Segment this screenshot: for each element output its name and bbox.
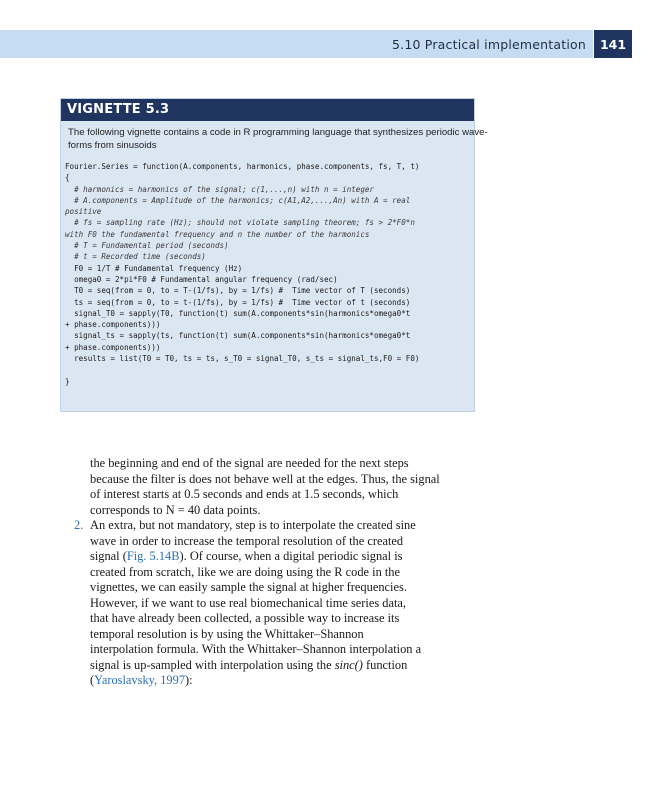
body-text — [74, 456, 466, 689]
figure-reference-link[interactable]: Fig. 5.14B — [126, 549, 180, 563]
page-number: 141 — [594, 30, 632, 58]
citation-link[interactable]: Yaroslavsky, 1997 — [94, 673, 186, 687]
vignette-title: VIGNETTE 5.3 — [61, 99, 474, 121]
text-line: interpolation formula. With the Whittaker–Shannon interpolation a — [90, 642, 422, 656]
list-item-2 — [74, 518, 466, 689]
code-line: positive — [65, 207, 102, 217]
text-line: signal (Fig. 5.14B). Of course, when a digital periodic signal is — [90, 549, 403, 563]
code-line: signal_T0 = sapply(T0, function(t) sum(A.components*sin(harmonics*omega0*t — [65, 308, 411, 318]
code-line: # fs = sampling rate (Hz); should not violate sampling theorem; fs > 2*F0*n — [65, 218, 415, 228]
list-number: 2. — [74, 518, 84, 532]
code-line: ts = seq(from = 0, to = t-(1/fs), by = 1/fs) # Time vector of t (seconds) — [65, 297, 411, 307]
text-line: the beginning and end of the signal are needed for the next steps — [90, 456, 409, 470]
text-line: (Yaroslavsky, 1997): — [90, 673, 193, 687]
code-line: # harmonics = harmonics of the signal; c(1,...,n) with n = integer — [65, 184, 374, 194]
code-line: T0 = seq(from = 0, to = T-(1/fs), by = 1/fs) # Time vector of T (seconds) — [65, 286, 411, 296]
text-line: corresponds to N = 40 data points. — [90, 502, 261, 517]
text-line: of interest starts at 0.5 seconds and ends at 1.5 seconds, which — [90, 487, 399, 501]
code-line: omega0 = 2*pi*F0 # Fundamental angular frequency (rad/sec) — [65, 274, 338, 284]
vignette-box — [60, 98, 488, 412]
intro-line: The following vignette contains a code in R programming language that synthesizes periodic wave- — [68, 127, 488, 138]
code-line: signal_ts = sapply(ts, function(t) sum(A.components*sin(harmonics*omega0*t — [65, 331, 411, 341]
sinc-function-name: sinc() — [334, 657, 363, 672]
code-line: # t = Recorded time (seconds) — [65, 252, 206, 262]
text-line: signal is up-sampled with interpolation using the sinc() function — [90, 657, 408, 672]
running-title: 5.10 Practical implementation — [392, 37, 586, 52]
code-line: + phase.components))) — [65, 320, 161, 330]
code-block — [65, 161, 470, 387]
code-line: { — [65, 173, 70, 183]
text-line: temporal resolution is by using the Whittaker–Shannon — [90, 626, 364, 641]
code-line: } — [65, 376, 70, 386]
continuation-paragraph — [90, 456, 466, 518]
code-line: F0 = 1/T # Fundamental frequency (Hz) — [65, 263, 243, 273]
text-line: vignettes, we can easily sample the signal at higher frequencies. — [90, 580, 407, 594]
code-line: # A.components = Amplitude of the harmonics; c(A1,A2,...,An) with A = real — [65, 195, 411, 205]
text-line: However, if we want to use real biomechanical time series data, — [90, 595, 407, 610]
text-line: created from scratch, like we are doing using the R code in the — [90, 564, 400, 579]
code-line: + phase.components))) — [65, 342, 161, 352]
code-line: results = list(T0 = T0, ts = ts, s_T0 = signal_T0, s_ts = signal_ts,F0 = F0) — [65, 354, 420, 364]
text-line: wave in order to increase the temporal resolution of the created — [90, 533, 404, 548]
text-line: that have already been collected, a possible way to increase its — [90, 611, 400, 625]
text-line: because the filter is does not behave well at the edges. Thus, the signal — [90, 471, 440, 486]
vignette-intro — [68, 126, 488, 152]
code-line: Fourier.Series = function(A.components, harmonics, phase.components, fs, T, t) — [65, 162, 420, 171]
text-line: An extra, but not mandatory, step is to interpolate the created sine — [90, 518, 416, 532]
intro-line: forms from sinusoids — [68, 140, 157, 151]
code-line: with F0 the fundamental frequency and n the number of the harmonics — [65, 229, 370, 239]
code-line: # T = Fundamental period (seconds) — [65, 241, 229, 251]
